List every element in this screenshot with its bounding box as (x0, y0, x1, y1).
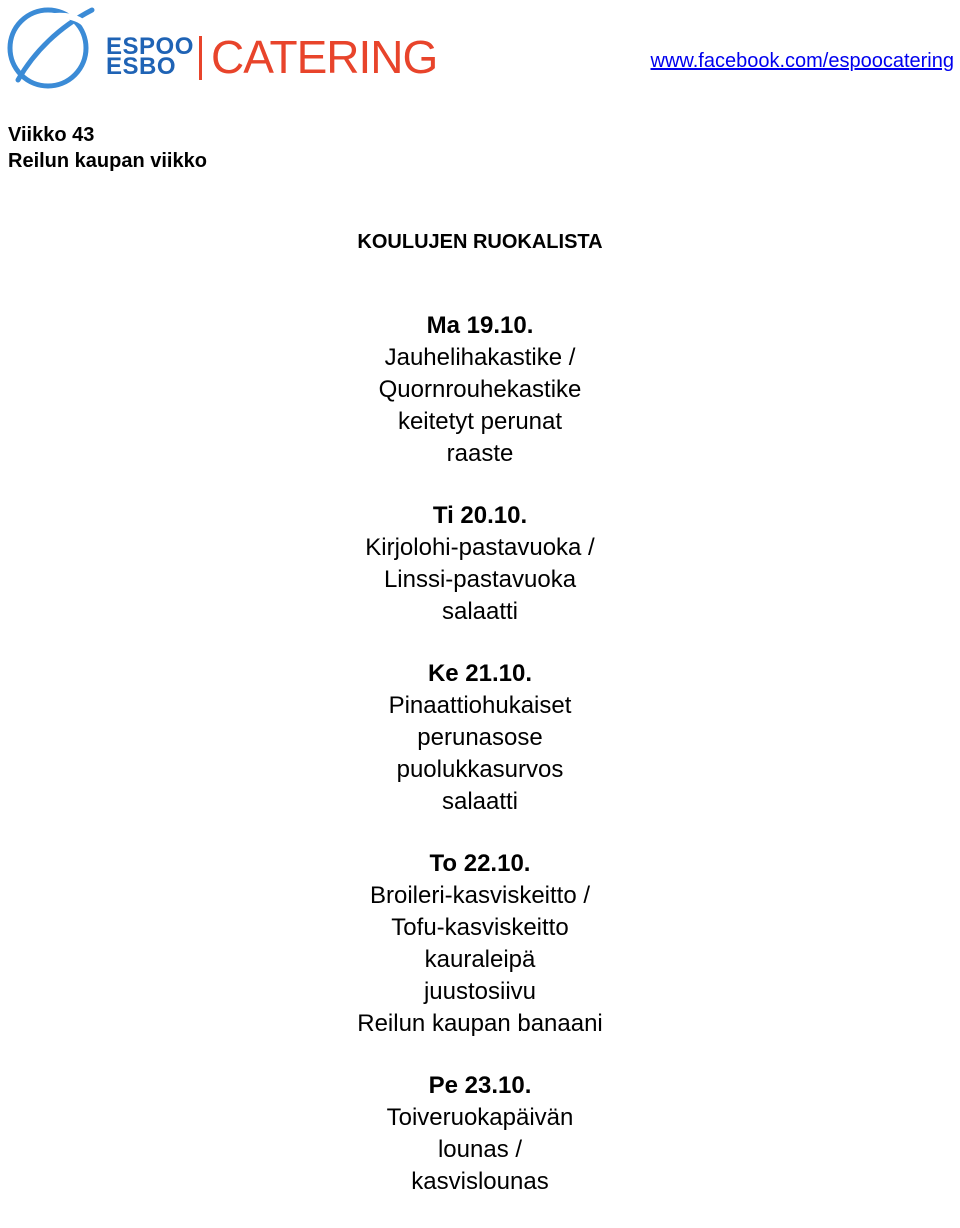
day-thursday (0, 848, 960, 1040)
day-monday (0, 310, 960, 470)
dish-item: lounas / (437, 1136, 523, 1163)
dish-item: salaatti (441, 598, 519, 625)
day-tuesday (0, 500, 960, 628)
facebook-link[interactable]: www.facebook.com/espoocatering (650, 50, 954, 72)
day-wednesday (0, 658, 960, 818)
dish-item: Jauhelihakastike / (384, 344, 576, 371)
dish-item: Linssi-pastavuoka (383, 566, 577, 593)
logo-esbo-text: ESBO (106, 53, 177, 80)
dish-item: Toiveruokapäivän (386, 1104, 574, 1131)
dish-item: salaatti (441, 788, 519, 815)
dish-item: Reilun kaupan banaani (357, 1010, 603, 1037)
logo-divider (199, 36, 202, 80)
day-label: Pe 23.10. (428, 1072, 532, 1099)
day-label: Ke 21.10. (427, 660, 533, 687)
week-info (8, 122, 207, 174)
dish-item: raaste (446, 440, 514, 467)
dish-item: perunasose (417, 724, 543, 751)
day-label: To 22.10. (429, 850, 531, 877)
dish-item: puolukkasurvos (396, 756, 564, 783)
menu-title: KOULUJEN RUOKALISTA (357, 231, 603, 253)
week-number: Viikko 43 (8, 124, 95, 146)
dish-item: kauraleipä (424, 946, 536, 973)
menu-list (0, 310, 960, 1228)
day-friday (0, 1070, 960, 1198)
logo-espoo-text: ESPOO (106, 33, 194, 60)
day-label: Ti 20.10. (432, 502, 528, 529)
logo-catering-text: CATERING (211, 31, 438, 83)
dish-item: Tofu-kasviskeitto (391, 914, 569, 941)
espoo-catering-logo (4, 2, 438, 92)
dish-item: Quornrouhekastike (378, 376, 582, 403)
day-label: Ma 19.10. (426, 312, 534, 339)
dish-item: juustosiivu (423, 978, 537, 1005)
logo-mark-icon (4, 2, 96, 92)
dish-item: kasvislounas (411, 1168, 549, 1195)
week-theme: Reilun kaupan viikko (8, 150, 207, 172)
dish-item: Broileri-kasviskeitto / (369, 882, 591, 909)
dish-item: Pinaattiohukaiset (388, 692, 572, 719)
dish-item: keitetyt perunat (397, 408, 563, 435)
dish-item: Kirjolohi-pastavuoka / (365, 534, 595, 561)
